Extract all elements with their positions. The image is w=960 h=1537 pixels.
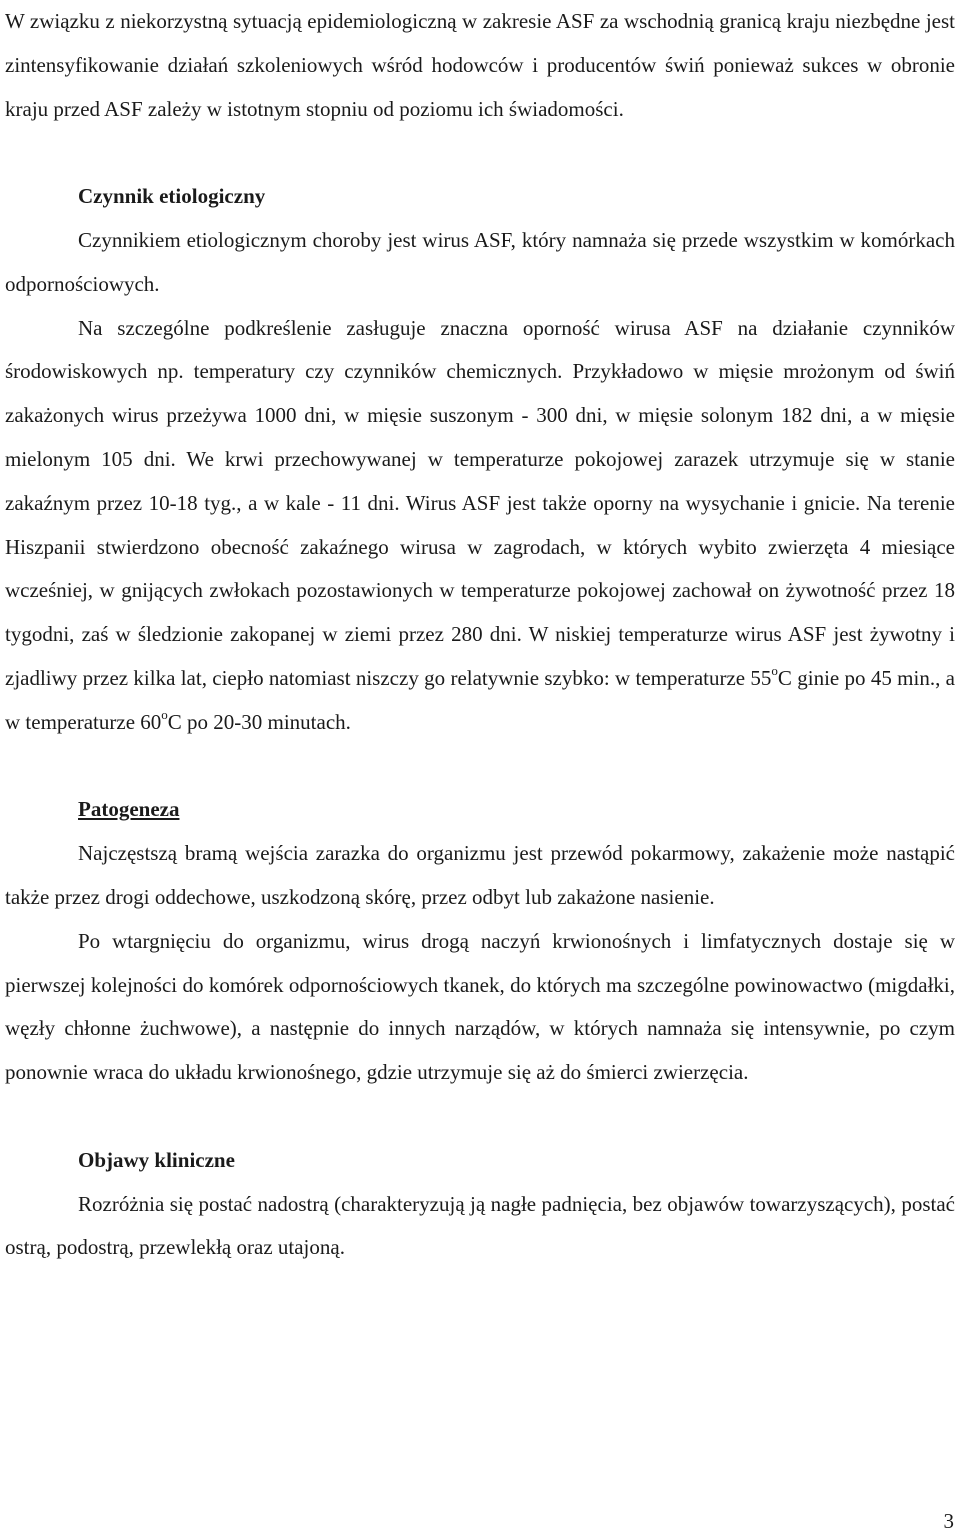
intro-paragraph: W związku z niekorzystną sytuacją epidemiologiczną w zakresie ASF za wschodnią granicą kraju niezbędne jest zintensyfikowanie działań szkoleniowych wśród hodowców i producentów świń ponieważ sukces w obronie kraju przed ASF zależy w istotnym stopniu od poziomu ich świadomości. <box>5 9 955 121</box>
pathogenesis-paragraph-2: Po wtargnięciu do organizmu, wirus drogą naczyń krwionośnych i limfatycznych dostaje się w pierwszej kolejności do komórek odpornościowych tkanek, do których ma szczególne powinowactwo (migdałki, węzły chłonne żuchwowe), a następnie do innych narządów, w których namnaża się intensywnie, po czym ponownie wraca do układu krwionośnego, gdzie utrzymuje się aż do śmierci zwierzęcia. <box>5 928 955 1085</box>
document-page <box>5 0 955 1270</box>
section-heading-symptoms: Objawy kliniczne <box>78 1147 235 1172</box>
page-number: 3 <box>943 1509 954 1533</box>
etiology-paragraph-1: Czynnikiem etiologicznym choroby jest wirus ASF, który namnaża się przede wszystkim w komórkach odpornościowych. <box>5 227 955 296</box>
spacer <box>5 745 955 789</box>
etiology-paragraph-2: Na szczególne podkreślenie zasługuje znaczna oporność wirusa ASF na działanie czynników środowiskowych np. temperatury czy czynników chemicznych. Przykładowo w mięsie mrożonym od świń zakażonych wirus przeżywa 1000 dni, w mięsie suszonym - 300 dni, w mięsie solonym 182 dni, a w mięsie mielonym 105 dni. We krwi przechowywanej w temperaturze pokojowej zarazek utrzymuje się w stanie zakaźnym przez 10-18 tyg., a w kale - 11 dni. Wirus ASF jest także oporny na wysychanie i gnicie. Na terenie Hiszpanii stwierdzono obecność zakaźnego wirusa w zagrodach, w których wybito zwierzęta 4 miesiące wcześniej, w gnijących zwłokach pozostawionych w temperaturze pokojowej zachował on żywotność przez 18 tygodni, zaś w śledzionie zakopanej w ziemi przez 280 dni. W niskiej temperaturze wirus ASF jest żywotny i zjadliwy przez kilka lat, ciepło natomiast niszczy go relatywnie szybko: w temperaturze 55$^o$C ginie po 45 min., a w temperaturze 60$^o$C po 20-30 minutach. <box>5 315 955 734</box>
pathogenesis-paragraph-1: Najczęstszą bramą wejścia zarazka do organizmu jest przewód pokarmowy, zakażenie może nastąpić także przez drogi oddechowe, uszkodzoną skórę, przez odbyt lub zakażone nasienie. <box>5 841 955 909</box>
section-heading-etiology: Czynnik etiologiczny <box>78 184 266 209</box>
spacer <box>5 1095 955 1139</box>
symptoms-paragraph-1: Rozróżnia się postać nadostrą (charakteryzują ją nagłe padnięcia, bez objawów towarzyszących), postać ostrą, podostrą, przewlekłą oraz utajoną. <box>5 1191 955 1260</box>
spacer <box>5 131 955 175</box>
section-heading-pathogenesis: Patogeneza <box>78 797 180 822</box>
